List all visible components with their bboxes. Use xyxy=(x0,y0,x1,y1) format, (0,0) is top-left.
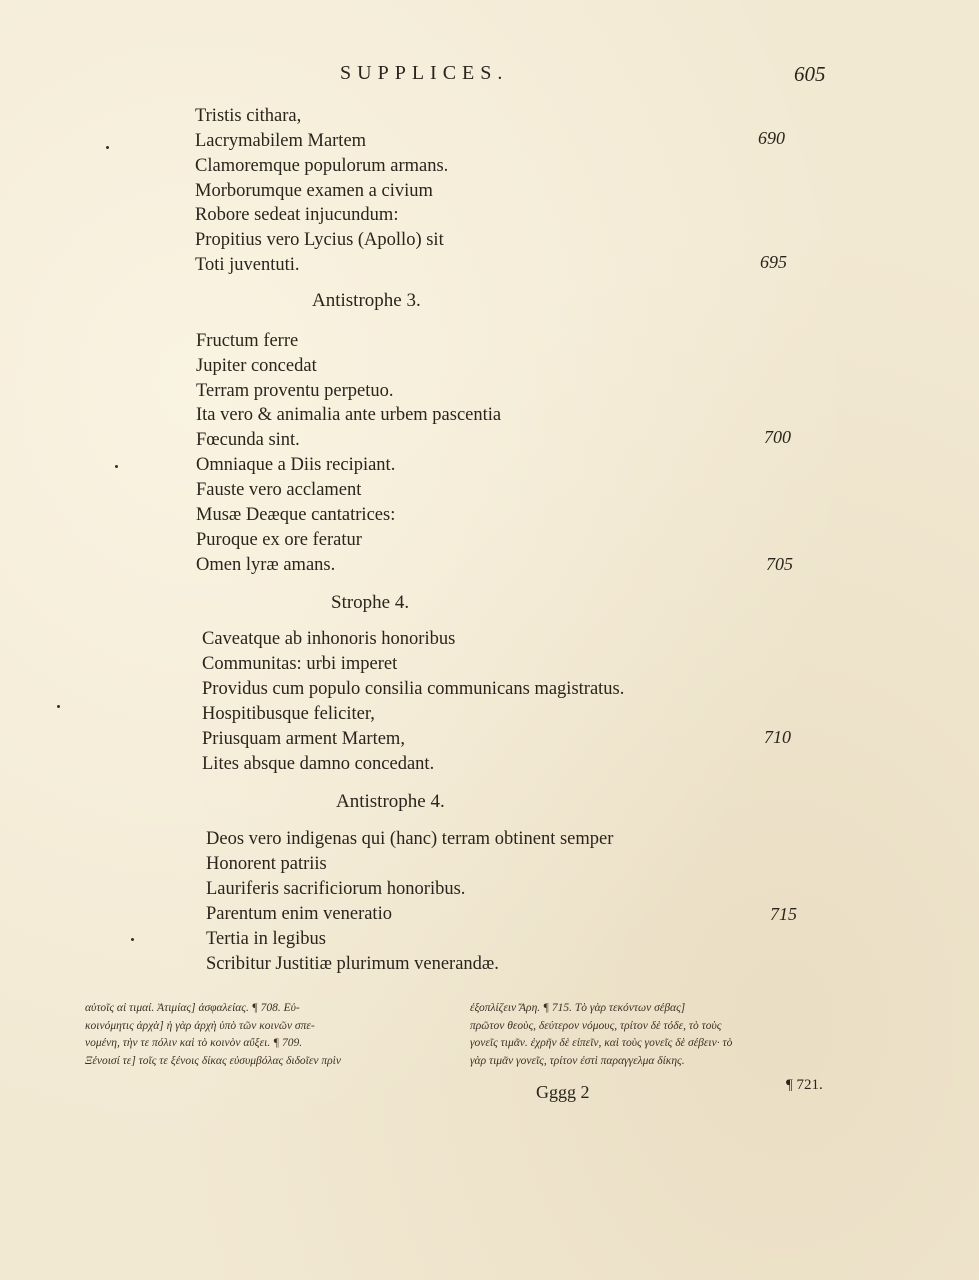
notes-right-column xyxy=(470,1000,840,1070)
note-line: αὐτοῖς αἱ τιμαί. Ἀτιμίας] ἀσφαλείας. ¶ 708. Εὐ- xyxy=(85,1002,300,1014)
line-number: 705 xyxy=(766,554,793,574)
verse-line: Morborumque examen a civium xyxy=(195,181,433,201)
ink-speck xyxy=(131,938,134,941)
signature-mark: Gggg 2 xyxy=(536,1082,590,1102)
stanza-heading: Antistrophe 3. xyxy=(312,290,421,311)
ink-speck xyxy=(57,705,60,708)
verse-line: Fauste vero acclament xyxy=(196,480,362,500)
line-number: 700 xyxy=(764,427,791,447)
verse-line: Lauriferis sacrificiorum honoribus. xyxy=(206,879,466,899)
verse-line: Deos vero indigenas qui (hanc) terram obtinent semper xyxy=(206,829,614,849)
page-header xyxy=(0,62,979,92)
verse-line: Caveatque ab inhonoris honoribus xyxy=(202,629,456,649)
note-line: ἐξοπλίζειν Ἄρη. ¶ 715. Τὸ γὰρ τεκόντων σέβας] xyxy=(470,1002,686,1014)
ink-speck xyxy=(115,465,118,468)
running-title: SUPPLICES. xyxy=(340,62,509,84)
note-line: Ξένοισί τε] τοῖς τε ξένοις δίκας εὐσυμβόλας διδοῖεν πρὶν xyxy=(85,1054,341,1067)
verse-line: Clamoremque populorum armans. xyxy=(195,156,449,176)
page-number: 605 xyxy=(794,62,826,86)
verse-line: Hospitibusque feliciter, xyxy=(202,704,375,724)
verse-line: Ita vero & animalia ante urbem pascentia xyxy=(196,405,502,425)
verse-line: Fructum ferre xyxy=(196,331,299,351)
line-number: 695 xyxy=(760,252,787,272)
ink-speck xyxy=(106,146,109,149)
verse-line: Toti juventuti. xyxy=(195,255,300,275)
verse-line: Priusquam arment Martem, xyxy=(202,729,405,749)
stanza-heading: Antistrophe 4. xyxy=(336,791,445,812)
verse-line: Musæ Deæque cantatrices: xyxy=(196,505,396,525)
verse-line: Omen lyræ amans. xyxy=(196,555,336,575)
verse-line: Robore sedeat injucundum: xyxy=(195,205,399,225)
verse-line: Communitas: urbi imperet xyxy=(202,654,398,674)
catchword: ¶ 721. xyxy=(786,1077,823,1093)
verse-line: Lites absque damno concedant. xyxy=(202,754,435,774)
note-line: κοινόμητις ἀρχὰ] ἡ γὰρ ἀρχὴ ὑπὸ τῶν κοινῶν σπε- xyxy=(85,1019,315,1032)
verse-line: Jupiter concedat xyxy=(196,356,317,376)
notes-left-column xyxy=(85,1000,457,1070)
line-number: 690 xyxy=(758,128,785,148)
verse-line: Parentum enim veneratio xyxy=(206,904,392,924)
verse-line: Scribitur Justitiæ plurimum venerandæ. xyxy=(206,954,499,974)
verse-line: Propitius vero Lycius (Apollo) sit xyxy=(195,230,444,250)
line-number: 710 xyxy=(764,727,791,747)
verse-line: Honorent patriis xyxy=(206,854,327,874)
line-number: 715 xyxy=(770,904,797,924)
verse-line: Tristis cithara, xyxy=(195,106,302,126)
note-line: γὰρ τιμᾶν γονεῖς, τρίτον ἐστὶ παραγγελμα δίκης. xyxy=(470,1054,685,1067)
verse-line: Tertia in legibus xyxy=(206,929,326,949)
scholia-notes xyxy=(85,1000,845,1080)
verse-line: Lacrymabilem Martem xyxy=(195,131,367,151)
note-line: νομένη, τὴν τε πόλιν καὶ τὸ κοινὸν αὔξει. ¶ 709. xyxy=(85,1037,303,1049)
verse-line: Puroque ex ore feratur xyxy=(196,530,362,550)
stanza-heading: Strophe 4. xyxy=(331,592,410,613)
note-line: γονεῖς τιμᾶν. ἐχρῆν δὲ εἰπεῖν, καὶ τοὺς γονεῖς δὲ σέβειν· τὸ xyxy=(470,1037,733,1049)
verse-line: Providus cum populo consilia communicans magistratus. xyxy=(202,679,625,699)
verse-line: Omniaque a Diis recipiant. xyxy=(196,455,396,475)
note-line: πρῶτον θεοὺς, δεύτερον νόμους, τρίτον δὲ τόδε, τὸ τοὺς xyxy=(470,1019,722,1032)
verse-line: Fœcunda sint. xyxy=(196,430,300,450)
verse-line: Terram proventu perpetuo. xyxy=(196,381,394,401)
